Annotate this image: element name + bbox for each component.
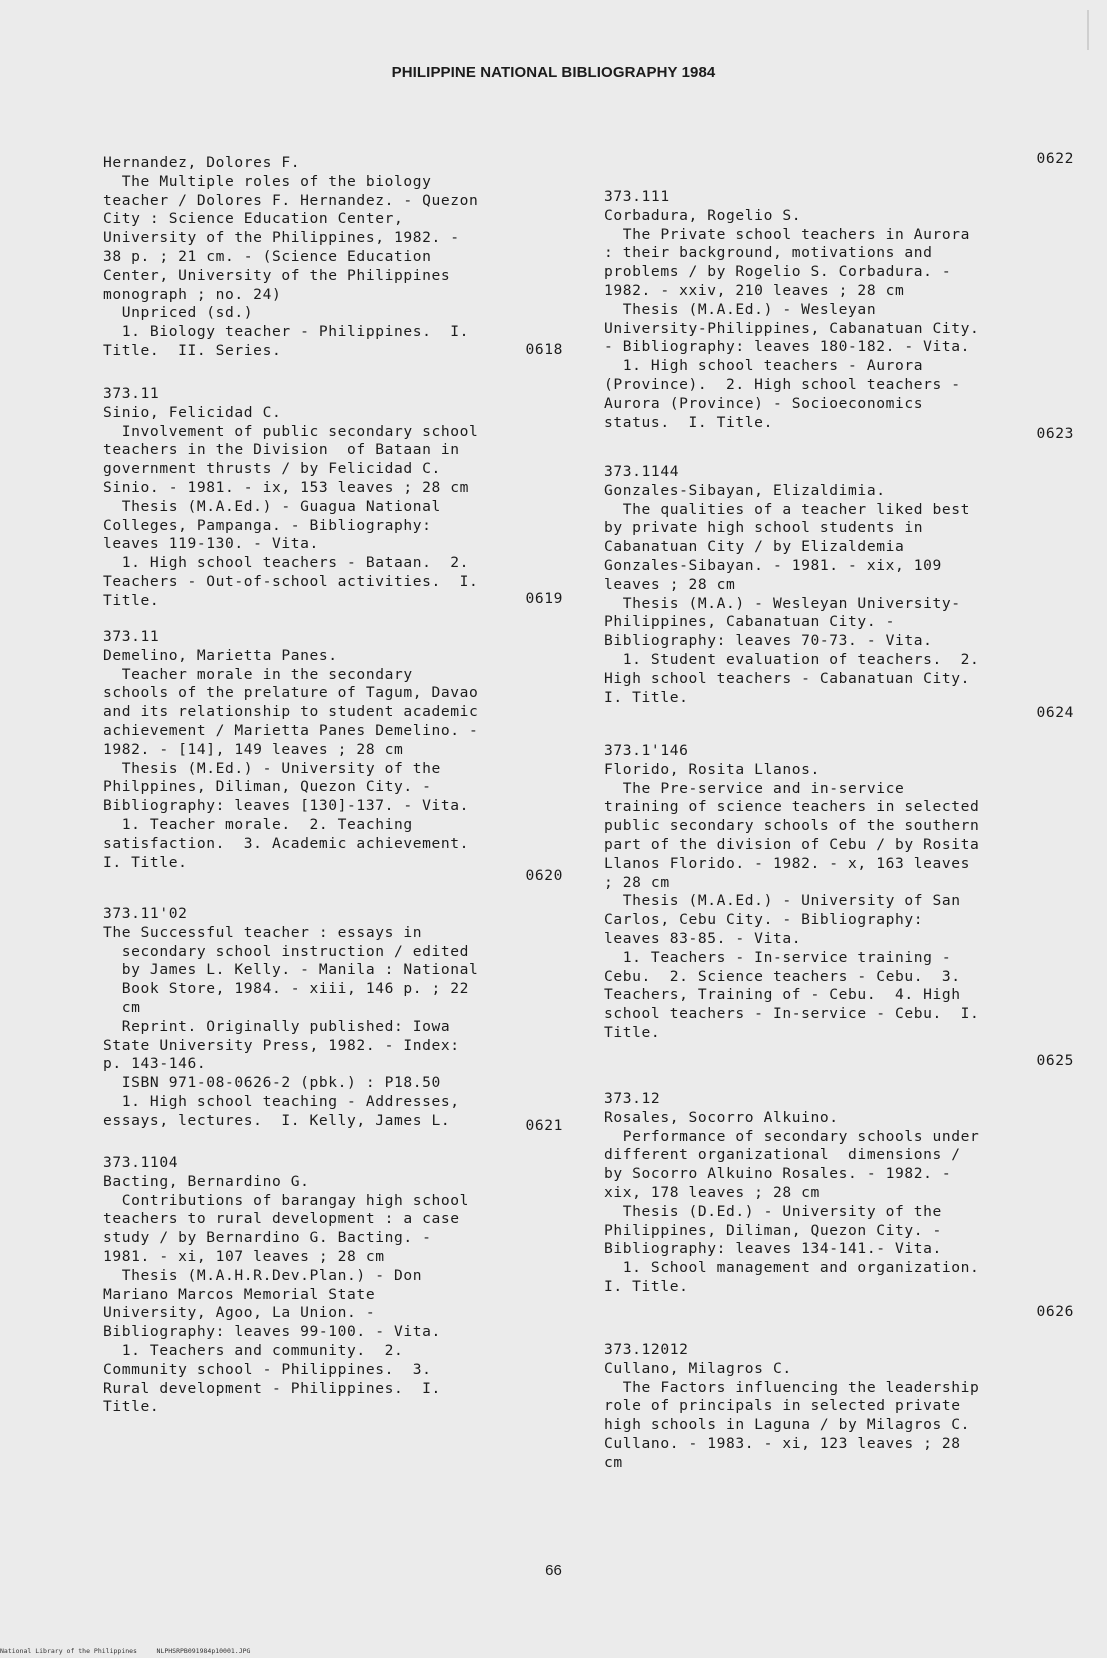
entry-text-line: secondary school instruction / edited (103, 942, 470, 960)
entry-heading-line: Hernandez, Dolores F. (103, 154, 301, 171)
bibliographic-entry (604, 1341, 1074, 1473)
entry-heading-line: 373.12012 (604, 1341, 689, 1358)
entry-text-line: - Bibliography: leaves 180-182. - Vita. (604, 338, 971, 356)
entry-text-line: Carlos, Cebu City. - Bibliography: (604, 911, 924, 929)
entry-text-line: University, Agoo, La Union. - (103, 1304, 376, 1322)
entry-text-line: The Factors influencing the leadership (604, 1378, 980, 1396)
entry-text-line: 1. Student evaluation of teachers. 2. (604, 650, 980, 668)
entry-text-line: monograph ; no. 24) (103, 285, 282, 303)
entry-text-line: University of the Philippines, 1982. - (103, 229, 460, 247)
entry-heading-line: 373.111 (604, 188, 670, 205)
entry-text-line: leaves ; 28 cm (604, 575, 736, 593)
bibliographic-entry (103, 905, 563, 1131)
entry-text-line: Unpriced (sd.) (103, 304, 254, 322)
bibliographic-entry (103, 628, 563, 872)
entry-text-line: Cullano, Milagros C. (604, 1359, 792, 1377)
entry-text-line: Bibliography: leaves [130]-137. - Vita. (103, 797, 470, 815)
page-number: 66 (545, 1562, 562, 1579)
entry-text-line: achievement / Marietta Panes Demelino. - (103, 721, 479, 739)
entry-text-line: Llanos Florido. - 1982. - x, 163 leaves (604, 854, 971, 872)
entry-text-line: Cebu. 2. Science teachers - Cebu. 3. (604, 967, 961, 985)
entry-text-line: schools of the prelature of Tagum, Davao (103, 684, 479, 702)
entry-text-line: 1982. - xxiv, 210 leaves ; 28 cm (604, 281, 905, 299)
entry-text-line: Title. II. Series. (103, 341, 282, 359)
entry-text-line: I. Title. (103, 853, 188, 871)
entry-text-line: The qualities of a teacher liked best (604, 500, 971, 518)
entry-text-line: Teachers, Training of - Cebu. 4. High (604, 986, 961, 1004)
entry-text-line: 1982. - [14], 149 leaves ; 28 cm (103, 740, 404, 758)
entry-text-line: Thesis (M.Ed.) - University of the (103, 759, 441, 777)
entry-heading-line: 373.1104 (103, 1154, 179, 1171)
entry-text-line: Book Store, 1984. - xiii, 146 p. ; 22 (103, 980, 470, 998)
entry-text-line: by private high school students in (604, 519, 924, 537)
entry-text-line: problems / by Rogelio S. Corbadura. - (604, 263, 952, 281)
entry-text-line: I. Title. (604, 688, 689, 706)
entry-number: 0620 (525, 867, 563, 884)
entry-text-line: Thesis (D.Ed.) - University of the (604, 1202, 942, 1220)
entry-text-line: xix, 178 leaves ; 28 cm (604, 1183, 820, 1201)
scan-footer: National Library of the Philippines NLPHSRPB091984p10001.JPG (0, 1647, 251, 1655)
entry-text-line: Philppines, Diliman, Quezon City. - (103, 778, 432, 796)
entry-number: 0621 (525, 1117, 563, 1134)
entry-text-line: Mariano Marcos Memorial State (103, 1285, 376, 1303)
entry-text-line: Sinio, Felicidad C. (103, 403, 282, 421)
entry-text-line: 1. High school teachers - Aurora (604, 357, 924, 375)
bibliographic-entry (604, 1090, 1074, 1297)
entry-heading-line: 373.11'02 (103, 905, 188, 922)
entry-text-line: Gonzales-Sibayan. - 1981. - xix, 109 (604, 556, 942, 574)
entry-text-line: Title. (103, 1398, 160, 1416)
page-header: PHILIPPINE NATIONAL BIBLIOGRAPHY 1984 (391, 64, 716, 81)
entry-text-line: High school teachers - Cabanatuan City. (604, 669, 971, 687)
entry-text-line: I. Title. (604, 1277, 689, 1295)
entry-text-line: The Private school teachers in Aurora (604, 225, 971, 243)
entry-text-line: by James L. Kelly. - Manila : National (103, 961, 479, 979)
entry-text-line: The Pre-service and in-service (604, 779, 905, 797)
entry-text-line: Title. (103, 591, 160, 609)
entry-text-line: Bibliography: leaves 70-73. - Vita. (604, 632, 933, 650)
entry-text-line: Philippines, Cabanatuan City. - (604, 613, 895, 631)
entry-text-line: by Socorro Alkuino Rosales. - 1982. - (604, 1165, 952, 1183)
entry-text-line: Reprint. Originally published: Iowa (103, 1017, 451, 1035)
entry-text-line: Thesis (M.A.H.R.Dev.Plan.) - Don (103, 1266, 423, 1284)
bibliographic-entry (103, 154, 563, 361)
entry-text-line: ISBN 971-08-0626-2 (pbk.) : P18.50 (103, 1074, 441, 1092)
entry-text-line: 1. High school teachers - Bataan. 2. (103, 554, 470, 572)
entry-text-line: and its relationship to student academic (103, 703, 479, 721)
entry-text-line: cm (604, 1453, 623, 1471)
entry-number: 0622 (1036, 150, 1074, 167)
entry-text-line: government thrusts / by Felicidad C. (103, 460, 441, 478)
entry-text-line: p. 143-146. (103, 1055, 207, 1073)
entry-text-line: Performance of secondary schools under (604, 1127, 980, 1145)
entry-heading-line: 373.11 (103, 385, 160, 402)
entry-text-line: Rosales, Socorro Alkuino. (604, 1108, 839, 1126)
entry-text-line: The Successful teacher : essays in (103, 923, 423, 941)
entry-text-line: 1. Teachers - In-service training - (604, 948, 952, 966)
entry-text-line: Cabanatuan City / by Elizaldemia (604, 538, 905, 556)
entry-text-line: school teachers - In-service - Cebu. I. (604, 1005, 980, 1023)
entry-text-line: 1. Teachers and community. 2. (103, 1341, 404, 1359)
bibliographic-entry (604, 742, 1074, 1043)
entry-text-line: Philippines, Diliman, Quezon City. - (604, 1221, 942, 1239)
entry-text-line: teachers to rural development : a case (103, 1210, 460, 1228)
bibliographic-entry (604, 463, 1074, 707)
entry-text-line: 1. High school teaching - Addresses, (103, 1092, 460, 1110)
entry-heading-line: 373.11 (103, 628, 160, 645)
entry-text-line: Gonzales-Sibayan, Elizaldimia. (604, 481, 886, 499)
entry-text-line: cm (103, 998, 141, 1016)
entry-text-line: The Multiple roles of the biology (103, 172, 432, 190)
entry-text-line: Contributions of barangay high school (103, 1191, 470, 1209)
entry-text-line: Demelino, Marietta Panes. (103, 646, 338, 664)
entry-text-line: 1. Teacher morale. 2. Teaching (103, 815, 413, 833)
entry-text-line: Title. (604, 1023, 661, 1041)
entry-text-line: Corbadura, Rogelio S. (604, 206, 802, 224)
entry-text-line: City : Science Education Center, (103, 210, 404, 228)
entry-text-line: (Province). 2. High school teachers - (604, 375, 961, 393)
entry-text-line: leaves 119-130. - Vita. (103, 535, 319, 553)
entry-text-line: Bibliography: leaves 99-100. - Vita. (103, 1323, 441, 1341)
bibliographic-entry (103, 1154, 563, 1417)
entry-text-line: University-Philippines, Cabanatuan City. (604, 319, 980, 337)
entry-text-line: leaves 83-85. - Vita. (604, 929, 802, 947)
entry-text-line: study / by Bernardino G. Bacting. - (103, 1229, 432, 1247)
entry-text-line: teacher / Dolores F. Hernandez. - Quezon (103, 191, 479, 209)
entry-text-line: Thesis (M.A.) - Wesleyan University- (604, 594, 961, 612)
entry-text-line: Colleges, Pampanga. - Bibliography: (103, 516, 432, 534)
entry-text-line: high schools in Laguna / by Milagros C. (604, 1416, 971, 1434)
entry-text-line: Rural development - Philippines. I. (103, 1379, 441, 1397)
entry-text-line: Cullano. - 1983. - xi, 123 leaves ; 28 (604, 1434, 961, 1452)
entry-text-line: different organizational dimensions / (604, 1146, 961, 1164)
entry-text-line: Thesis (M.A.Ed.) - University of San (604, 892, 961, 910)
entry-number: 0624 (1036, 704, 1074, 721)
bibliographic-entry (604, 188, 1074, 432)
entry-text-line: training of science teachers in selected (604, 798, 980, 816)
entry-text-line: 1. Biology teacher - Philippines. I. (103, 323, 470, 341)
entry-text-line: Bacting, Bernardino G. (103, 1172, 310, 1190)
entry-text-line: Bibliography: leaves 134-141.- Vita. (604, 1240, 942, 1258)
entry-number: 0619 (525, 590, 563, 607)
entry-heading-line: 373.1'146 (604, 742, 689, 759)
entry-text-line: public secondary schools of the southern (604, 817, 980, 835)
entry-heading-line: 373.1144 (604, 463, 680, 480)
entry-text-line: Center, University of the Philippines (103, 266, 451, 284)
entry-text-line: State University Press, 1982. - Index: (103, 1036, 460, 1054)
entry-text-line: Teacher morale in the secondary (103, 665, 413, 683)
entry-text-line: ; 28 cm (604, 873, 670, 891)
entry-text-line: Teachers - Out-of-school activities. I. (103, 572, 479, 590)
entry-text-line: 38 p. ; 21 cm. - (Science Education (103, 247, 432, 265)
entry-text-line: satisfaction. 3. Academic achievement. (103, 834, 470, 852)
entry-text-line: part of the division of Cebu / by Rosita (604, 835, 980, 853)
bibliographic-entry (103, 385, 563, 611)
entry-text-line: 1. School management and organization. (604, 1259, 980, 1277)
entry-text-line: Aurora (Province) - Socioeconomics (604, 394, 924, 412)
entry-text-line: teachers in the Division of Bataan in (103, 441, 460, 459)
entry-text-line: role of principals in selected private (604, 1397, 961, 1415)
entry-number: 0623 (1036, 425, 1074, 442)
entry-heading-line: 373.12 (604, 1090, 661, 1107)
entry-text-line: Thesis (M.A.Ed.) - Wesleyan (604, 300, 877, 318)
entry-number: 0626 (1036, 1303, 1074, 1320)
entry-text-line: Thesis (M.A.Ed.) - Guagua National (103, 497, 441, 515)
entry-text-line: status. I. Title. (604, 413, 773, 431)
entry-text-line: essays, lectures. I. Kelly, James L. (103, 1111, 451, 1129)
entry-text-line: : their background, motivations and (604, 244, 933, 262)
entry-text-line: Florido, Rosita Llanos. (604, 760, 820, 778)
entry-number: 0618 (525, 341, 563, 358)
entry-number: 0625 (1036, 1052, 1074, 1069)
entry-text-line: Community school - Philippines. 3. (103, 1360, 432, 1378)
entry-text-line: Sinio. - 1981. - ix, 153 leaves ; 28 cm (103, 478, 470, 496)
entry-text-line: Involvement of public secondary school (103, 422, 479, 440)
entry-text-line: 1981. - xi, 107 leaves ; 28 cm (103, 1247, 385, 1265)
scan-edge-mark (1087, 10, 1089, 50)
